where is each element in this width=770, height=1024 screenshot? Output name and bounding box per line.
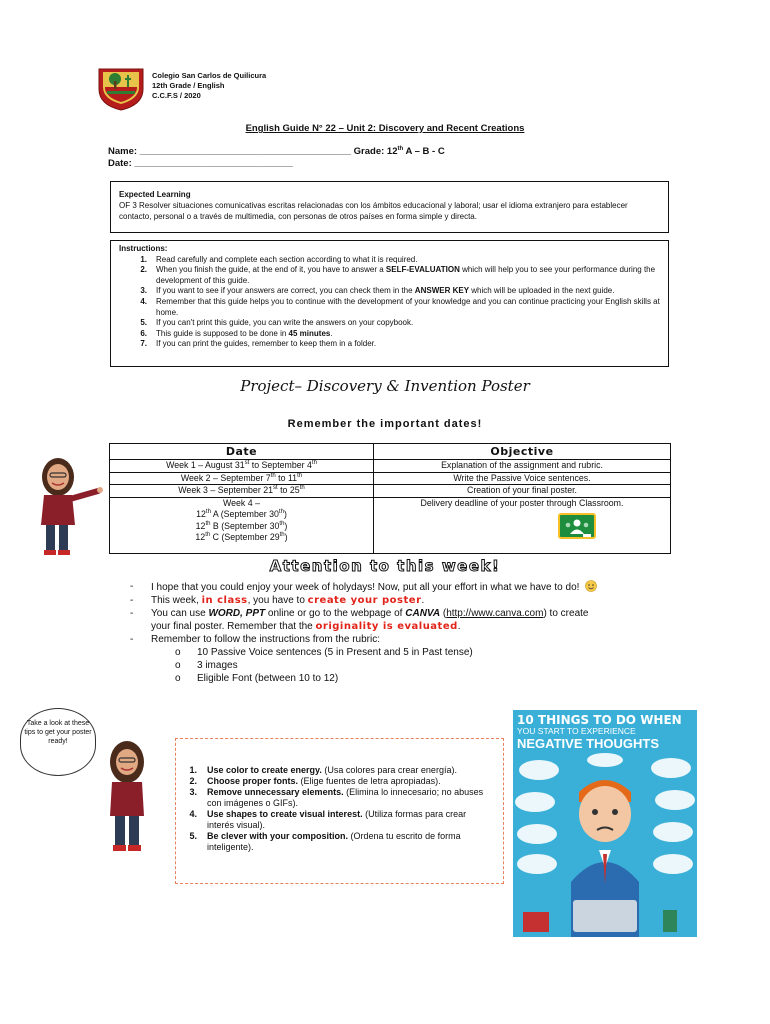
rubric-item: o 3 images bbox=[175, 660, 238, 671]
tip-item: 4. Use shapes to create visual interest. (Utiliza formas para crear interés visual). bbox=[189, 809, 467, 830]
guide-title: English Guide N° 22 – Unit 2: Discovery and Recent Creations bbox=[245, 123, 525, 134]
table-header-row bbox=[110, 444, 671, 460]
highlight-in-class: in class bbox=[201, 595, 248, 606]
google-classroom-icon bbox=[557, 512, 597, 542]
expected-learning-text: OF 3 Resolver situaciones comunicativas escritas relacionadas con los ámbitos educacional y laboral; usar el idioma extranjero para establecer contacto, personal o a través de multimedia, con personas de otros países en forma simple y directa. bbox=[119, 201, 628, 221]
attention-heading: Attention to this week! bbox=[269, 557, 501, 575]
teacher-avatar-standing bbox=[100, 740, 155, 855]
list-item: - You can use WORD, PPT online or go to the webpage of CANVA (http://www.canva.com) to create your final poster. Remember that the originality is evaluated. bbox=[130, 608, 589, 632]
column-header-date: Date bbox=[110, 444, 374, 460]
expected-learning-box bbox=[110, 181, 669, 233]
smile-emoji-icon bbox=[585, 580, 597, 592]
table-cell-objective: Write the Passive Voice sentences. bbox=[374, 472, 671, 485]
table-cell-date: Week 2 – September 7th to 11th bbox=[110, 472, 374, 485]
grade-field: Grade: 12th A – B - C bbox=[353, 145, 445, 157]
table-cell-objective: Delivery deadline of your poster through Classroom. bbox=[374, 497, 671, 553]
table-cell-date: Week 4 – 12th A (September 30th) 12th B (September 30th) 12th C (September 29th) bbox=[110, 497, 374, 553]
instructions-heading: Instructions: bbox=[119, 244, 168, 253]
poster-tips-box bbox=[175, 738, 504, 884]
project-title: Project– Discovery & Invention Poster bbox=[240, 377, 530, 395]
instruction-item: 2. When you finish the guide, at the end of it, you have to answer a SELF-EVALUATION which will help you to see your performance during the development of this guide. bbox=[140, 265, 656, 285]
table-row bbox=[110, 485, 671, 498]
table-cell-date: Week 1 – August 31st to September 4th bbox=[110, 460, 374, 473]
column-header-objective: Objective bbox=[374, 444, 671, 460]
list-item: - I hope that you could enjoy your week of holydays! Now, put all your effort in what we have to do! bbox=[130, 580, 670, 594]
dates-table bbox=[109, 443, 671, 554]
list-item: - This week, in class, you have to create your poster. bbox=[130, 595, 425, 606]
table-cell-objective: Explanation of the assignment and rubric. bbox=[374, 460, 671, 473]
student-fields bbox=[108, 146, 445, 170]
instruction-item: 5. If you can't print this guide, you can write the answers on your copybook. bbox=[140, 318, 414, 328]
table-row bbox=[110, 497, 671, 553]
date-field: Date: ______________________________ bbox=[108, 158, 293, 169]
poster-illustration bbox=[513, 752, 697, 937]
poster-title-line1: 10 THINGS TO DO WHEN bbox=[517, 713, 682, 727]
instruction-item: 7. If you can print the guides, remember to keep them in a folder. bbox=[140, 339, 377, 349]
instructions-list bbox=[119, 255, 660, 350]
weekly-notes bbox=[130, 580, 670, 685]
teacher-avatar-pointing bbox=[30, 455, 108, 557]
rubric-item: o 10 Passive Voice sentences (5 in Present and 5 in Past tense) bbox=[175, 647, 473, 658]
list-item: - Remember to follow the instructions from the rubric: bbox=[130, 634, 380, 645]
rubric-item: o Eligible Font (between 10 to 12) bbox=[175, 673, 339, 684]
table-row bbox=[110, 460, 671, 473]
instruction-item: 6. This guide is supposed to be done in 45 minutes. bbox=[140, 328, 333, 338]
infographic-poster-image bbox=[513, 710, 697, 937]
tip-item: 3. Remove unnecessary elements. (Elimina lo innecesario; no abuses con imágenes o GIFs). bbox=[189, 787, 484, 808]
poster-title-line2: YOU START TO EXPERIENCE bbox=[517, 726, 636, 736]
school-code-year: C.C.F.S / 2020 bbox=[152, 91, 201, 100]
tip-item: 1. Use color to create energy. (Usa colores para crear energía). bbox=[189, 765, 457, 775]
school-crest-logo bbox=[95, 65, 147, 111]
highlight-create-poster: create your poster bbox=[307, 595, 422, 606]
school-info bbox=[152, 71, 266, 101]
school-name: Colegio San Carlos de Quilicura bbox=[152, 71, 267, 80]
instruction-item: 3. If you want to see if your answers are correct, you can check them in the ANSWER KEY which will be uploaded in the next guide. bbox=[140, 286, 615, 296]
instruction-item: 1. Read carefully and complete each section according to what it is required. bbox=[140, 254, 418, 264]
school-grade: 12th Grade / English bbox=[152, 81, 225, 90]
table-row bbox=[110, 472, 671, 485]
poster-title-line3: NEGATIVE THOUGHTS bbox=[517, 736, 660, 751]
name-field: Name: ________________________________________ bbox=[108, 146, 352, 157]
tip-item: 5. Be clever with your composition. (Ordena tu escrito de forma inteligente). bbox=[189, 831, 461, 852]
highlight-originality: originality is evaluated bbox=[315, 621, 458, 632]
dates-heading: Remember the important dates! bbox=[287, 418, 483, 430]
instruction-item: 4. Remember that this guide helps you to continue with the development of your knowledge and you can continue practicing your English skills at home. bbox=[140, 296, 660, 317]
table-cell-date: Week 3 – September 21st to 25th bbox=[110, 485, 374, 498]
speech-bubble: Take a look at these tips to get your poster ready! bbox=[20, 708, 96, 776]
expected-learning-heading: Expected Learning bbox=[119, 190, 191, 199]
canva-link[interactable]: http://www.canva.com bbox=[446, 608, 544, 619]
instructions-box bbox=[110, 240, 669, 367]
table-cell-objective: Creation of your final poster. bbox=[374, 485, 671, 498]
tip-item: 2. Choose proper fonts. (Elige fuentes de letra apropiadas). bbox=[189, 776, 441, 786]
